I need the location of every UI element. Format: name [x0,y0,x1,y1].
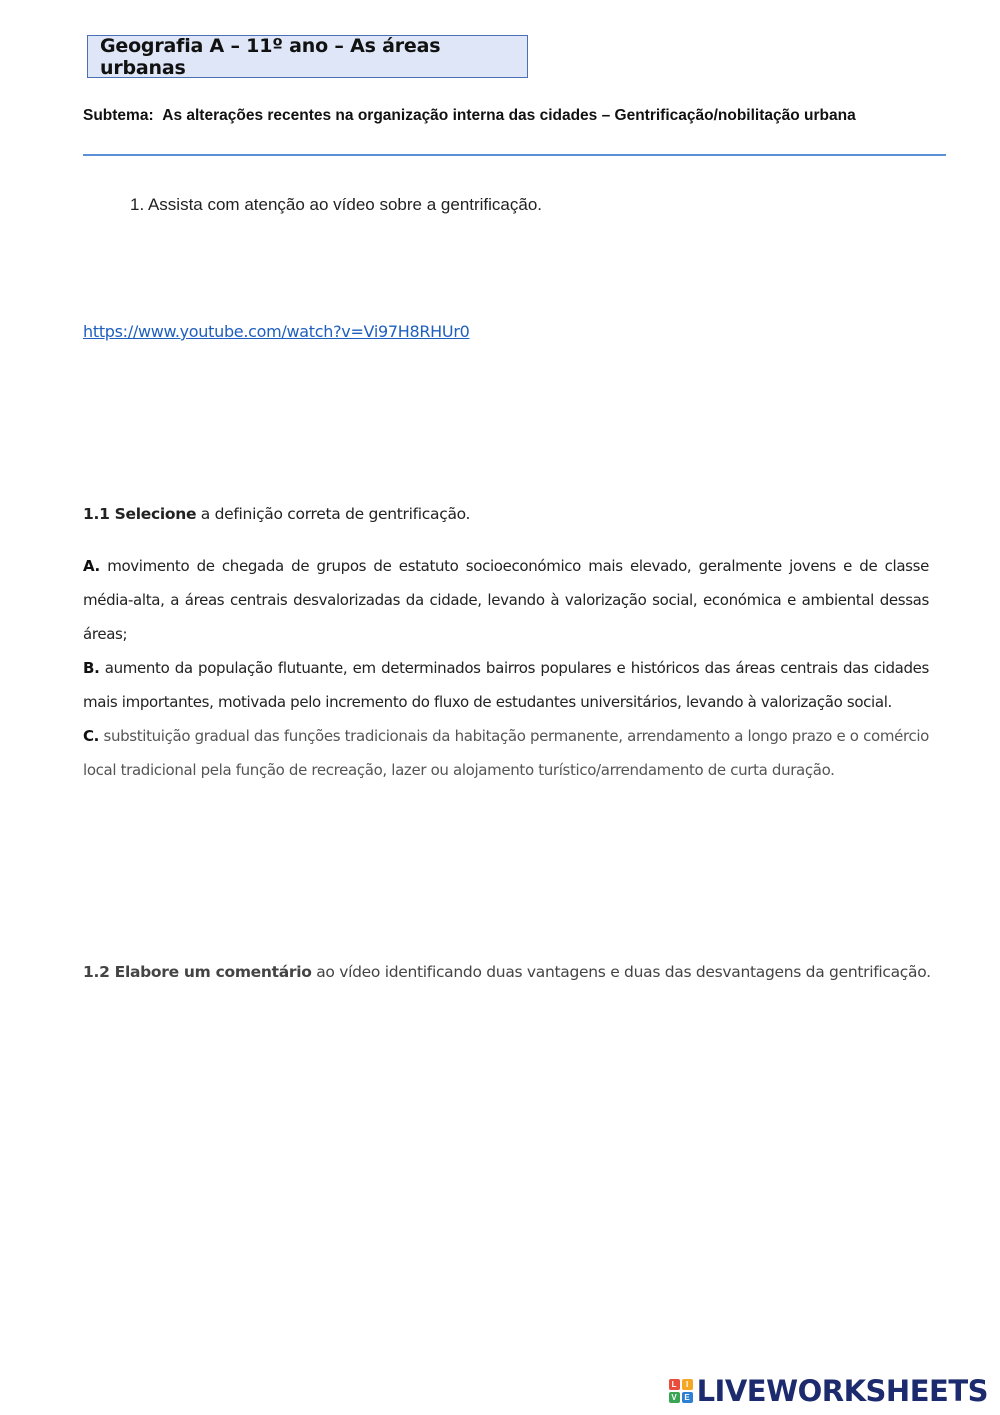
logo-tile-l: L [669,1379,680,1390]
heading-divider [83,154,946,156]
question-1-1-text: a definição correta de gentrificação. [196,505,471,523]
option-b-letter: B. [83,659,100,677]
subtema-heading [83,105,929,126]
logo-tile-i: I [682,1379,693,1390]
video-link[interactable]: https://www.youtube.com/watch?v=Vi97H8RHUr0 [83,322,470,341]
worksheet-title: Geografia A – 11º ano – As áreas urbanas [100,34,441,79]
logo-tile-v: V [669,1392,680,1403]
option-c[interactable] [83,719,929,787]
question-1: 1. Assista com atenção ao vídeo sobre a gentrificação. [130,195,543,214]
option-c-text: substituição gradual das funções tradicionais da habitação permanente, arrendamento a longo prazo e o comércio local tradicional pela função de recreação, lazer ou alojamento turístico/arrendamento de curta duração. [83,727,929,779]
option-a[interactable] [83,549,929,651]
question-1-1 [83,505,470,523]
liveworksheets-logo-icon [669,1379,693,1403]
subtema-label: Subtema: [83,107,154,124]
option-c-letter: C. [83,727,100,745]
liveworksheets-logo-text: LIVEWORKSHEETS [696,1374,988,1408]
liveworksheets-logo [669,1374,988,1408]
option-a-text: movimento de chegada de grupos de estatuto socioeconómico mais elevado, geralmente jovens e de classe média-alta, a áreas centrais desvalorizadas da cidade, levando à valorização social, económica e ambiental dessas áreas; [83,557,929,643]
question-1-2-label: 1.2 Elabore um comentário [83,963,312,981]
subtema-text: As alterações recentes na organização interna das cidades – Gentrificação/nobilitação urbana [162,107,856,124]
option-b-text: aumento da população flutuante, em determinados bairros populares e históricos das áreas centrais das cidades mais importantes, motivada pelo incremento do fluxo de estudantes universitários, levando à valorização social. [83,659,929,711]
option-a-letter: A. [83,557,100,575]
question-1-2-text: ao vídeo identificando duas vantagens e duas das desvantagens da gentrificação. [311,963,931,981]
worksheet-title-box [87,35,528,78]
logo-tile-e: E [682,1392,693,1403]
question-1-2 [83,963,931,981]
answer-options [83,549,929,787]
question-1-1-label: 1.1 Selecione [83,505,197,523]
option-b[interactable] [83,651,929,719]
